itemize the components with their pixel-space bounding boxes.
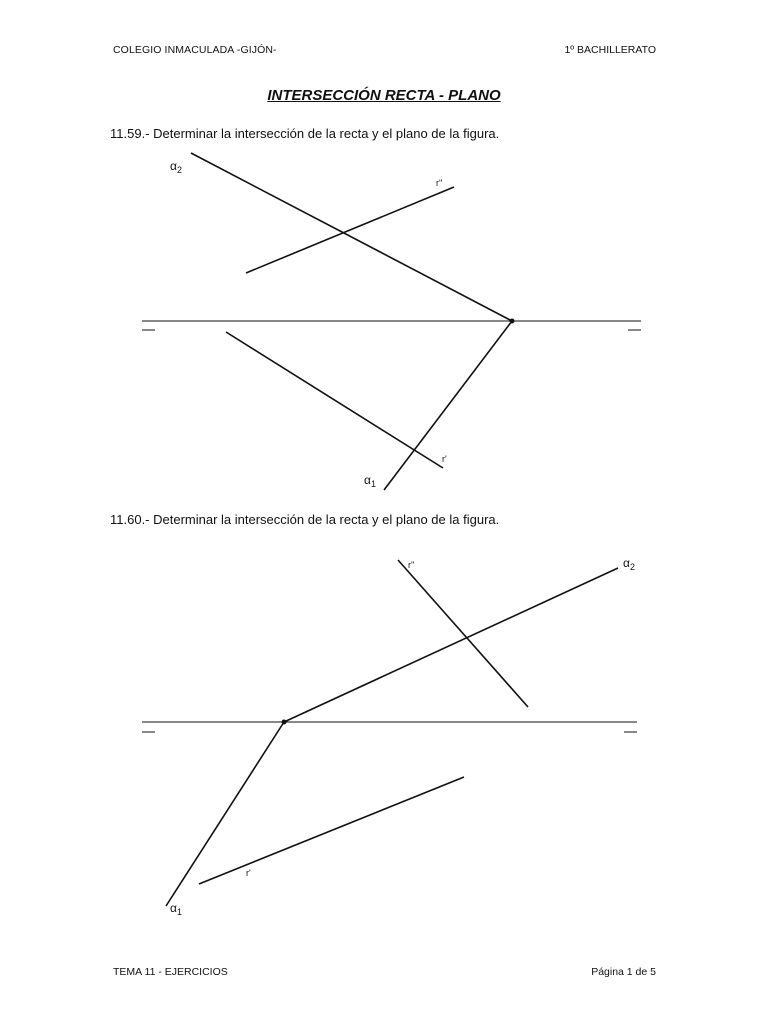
fig2-alpha2-trace: [284, 568, 618, 722]
fig2-label-alpha1: $\alpha_1$: [170, 901, 182, 917]
problem-2-statement: 11.60.- Determinar la intersección de la recta y el plano de la figura.: [110, 512, 500, 527]
fig2-label-alpha2: $\alpha_2$: [623, 556, 635, 572]
footer-page-number: Página 1 de 5: [591, 966, 656, 978]
figure-1: [142, 153, 641, 490]
fig1-alpha2-trace: [191, 153, 512, 321]
fig1-r1-line: [226, 332, 443, 468]
fig1-label-r1: r': [442, 454, 447, 464]
fig1-vertex-point: [510, 319, 515, 324]
problem-1-statement: 11.59.- Determinar la intersección de la recta y el plano de la figura.: [110, 126, 500, 141]
fig2-r2-line: [398, 560, 528, 707]
fig1-r2-line: [246, 187, 454, 273]
figure-2-labels: [170, 556, 635, 917]
fig2-label-r2: r'': [408, 560, 415, 570]
fig1-label-alpha2: $\alpha_2$: [170, 159, 182, 175]
fig2-alpha1-trace: [166, 722, 284, 906]
figure-1-labels: [170, 159, 447, 489]
fig1-label-r2: r'': [436, 178, 443, 188]
header-school: COLEGIO INMACULADA -GIJÓN-: [113, 44, 277, 56]
figure-2: [142, 560, 637, 906]
header-course: 1º BACHILLERATO: [564, 44, 656, 56]
footer-topic: TEMA 11 - EJERCICIOS: [113, 966, 228, 978]
fig1-label-alpha1: $\alpha_1$: [364, 473, 376, 489]
page-title: INTERSECCIÓN RECTA - PLANO: [267, 87, 501, 104]
fig1-alpha1-trace: [384, 321, 512, 490]
fig2-vertex-point: [282, 720, 287, 725]
fig2-label-r1: r': [246, 868, 251, 878]
